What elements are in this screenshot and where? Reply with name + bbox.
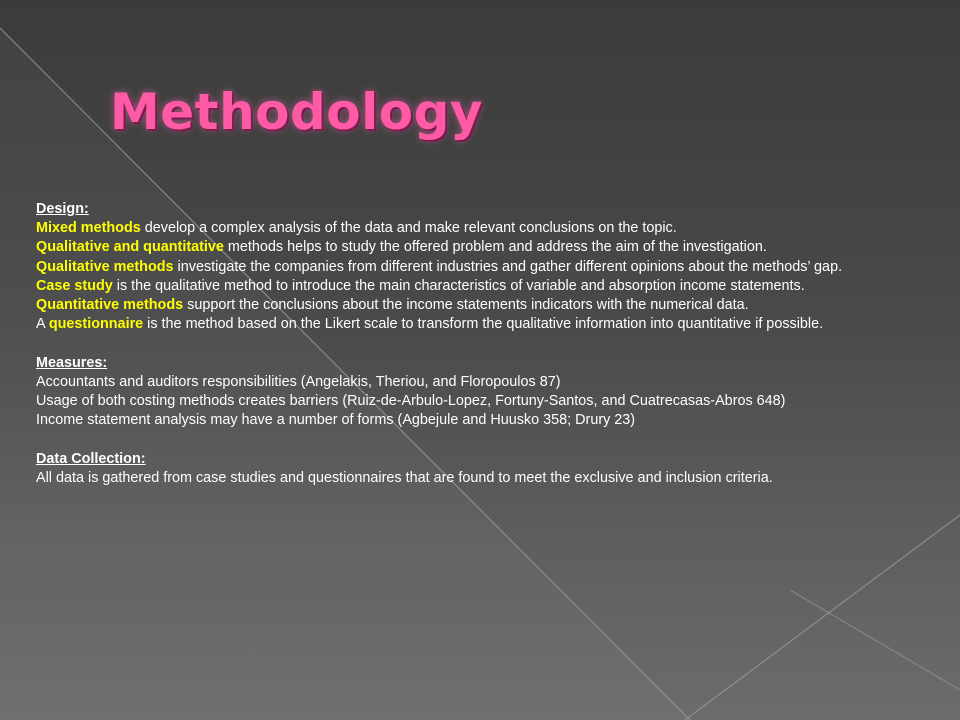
data-collection-text: All data is gathered from case studies and questionnaires that are found to meet the exclusive and inclusion criteria.	[36, 469, 773, 486]
highlight-term: Qualitative and quantitative	[36, 239, 224, 256]
highlight-term: questionnaire	[48, 316, 144, 333]
design-line	[36, 219, 946, 238]
line-text: develop a complex analysis of the data and make relevant conclusions on the topic.	[140, 220, 677, 237]
line-text: investigate the companies from different industries and gather different opinions about the methods’ gap.	[173, 258, 843, 275]
spacer	[36, 430, 946, 449]
measures-line: Usage of both costing methods creates barriers (Ruiz-de-Arbulo-Lopez, Fortuny-Santos, and Cuatrecasas-Abros 648)	[36, 393, 786, 410]
data-collection-heading: Data Collection:	[36, 450, 146, 467]
highlight-term: Qualitative methods	[36, 258, 174, 275]
design-heading: Design:	[36, 201, 89, 217]
highlight-term: Case study	[36, 277, 113, 294]
line-text: is the method based on the Likert scale to transform the qualitative information into quantitative if possible.	[143, 316, 824, 333]
measures-line: Accountants and auditors responsibilities (Angelakis, Theriou, and Floropoulos 87)	[36, 373, 561, 390]
design-line	[36, 296, 946, 315]
design-line	[36, 238, 946, 257]
slide-title: Methodology	[110, 83, 484, 141]
spacer	[36, 334, 946, 353]
measures-heading: Measures:	[36, 354, 108, 371]
design-line	[36, 258, 946, 277]
design-line	[36, 315, 946, 334]
highlight-term: Mixed methods	[36, 220, 141, 237]
design-line	[36, 277, 946, 296]
highlight-term: Quantitative methods	[36, 297, 184, 314]
line-text: is the qualitative method to introduce the main characteristics of variable and absorption income statements.	[112, 277, 805, 294]
slide-body	[36, 200, 946, 488]
line-prefix: A	[36, 316, 49, 333]
line-text: methods helps to study the offered problem and address the aim of the investigation.	[223, 239, 767, 256]
measures-line: Income statement analysis may have a number of forms (Agbejule and Huusko 358; Drury 23)	[36, 412, 636, 429]
line-text: support the conclusions about the income statements indicators with the numerical data.	[183, 297, 749, 314]
